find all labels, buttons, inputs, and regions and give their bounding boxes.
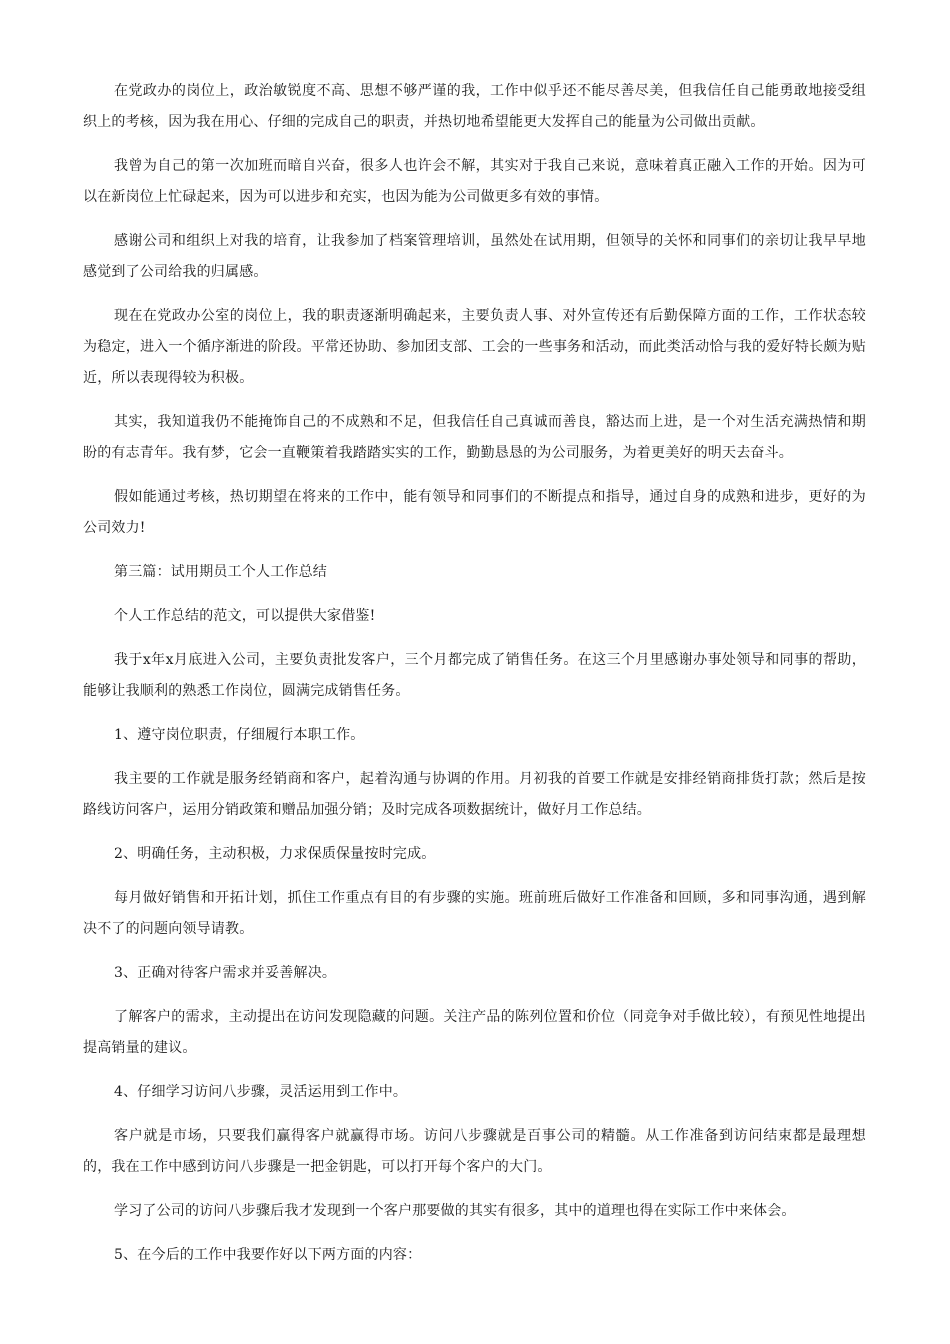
- intro-paragraph: 个人工作总结的范文，可以提供大家借鉴!: [114, 608, 376, 624]
- paragraph: 现在在党政办公室的岗位上，我的职责逐渐明确起来，主要负责人事、对外宣传还有后勤保障方面的工作，工作状态较为稳定，进入一个循序渐进的阶段。平常还协助、参加团支部、工会的一些事务和活动，而此类活动恰与我的爱好特长颇为贴近，所以表现得较为积极。: [83, 308, 866, 386]
- overview-paragraph: 我于x年x月底进入公司，主要负责批发客户，三个月都完成了销售任务。在这三个月里感谢办事处领导和同事的帮助，能够让我顺利的熟悉工作岗位，圆满完成销售任务。: [83, 652, 866, 699]
- list-item-title-4: 4、仔细学习访问八步骤，灵活运用到工作中。: [114, 1084, 408, 1100]
- list-item-title-5: 5、在今后的工作中我要作好以下两方面的内容：: [114, 1247, 422, 1263]
- paragraph: 我曾为自己的第一次加班而暗自兴奋，很多人也许会不解，其实对于我自己来说，意味着真正融入工作的开始。因为可以在新岗位上忙碌起来，因为可以进步和充实，也因为能为公司做更多有效的事情。: [83, 158, 866, 205]
- list-item-title-1: 1、遵守岗位职责，仔细履行本职工作。: [114, 727, 365, 743]
- list-item-title-3: 3、正确对待客户需求并妥善解决。: [114, 965, 337, 981]
- paragraph: 其实，我知道我仍不能掩饰自己的不成熟和不足，但我信任自己真诚而善良，豁达而上进，是一个对生活充满热情和期盼的有志青年。我有梦，它会一直鞭策着我踏踏实实的工作，勤勤恳恳的为公司服务，为着更美好的明天去奋斗。: [83, 414, 866, 461]
- section-title: 第三篇：试用期员工个人工作总结: [114, 564, 327, 580]
- list-item-body-4a: 客户就是市场，只要我们赢得客户就赢得市场。访问八步骤就是百事公司的精髓。从工作准备到访问结束都是最理想的，我在工作中感到访问八步骤是一把金钥匙，可以打开每个客户的大门。: [83, 1128, 866, 1175]
- list-item-body-3: 了解客户的需求，主动提出在访问发现隐藏的问题。关注产品的陈列位置和价位（同竞争对手做比较），有预见性地提出提高销量的建议。: [83, 1009, 866, 1056]
- list-item-body-4b: 学习了公司的访问八步骤后我才发现到一个客户那要做的其实有很多，其中的道理也得在实际工作中来体会。: [114, 1203, 796, 1219]
- paragraph: 感谢公司和组织上对我的培育，让我参加了档案管理培训，虽然处在试用期，但领导的关怀和同事们的亲切让我早早地感觉到了公司给我的归属感。: [83, 233, 866, 280]
- list-item-title-2: 2、明确任务，主动积极，力求保质保量按时完成。: [114, 846, 436, 862]
- paragraph: 在党政办的岗位上，政治敏锐度不高、思想不够严谨的我，工作中似乎还不能尽善尽美，但我信任自己能勇敢地接受组织上的考核，因为我在用心、仔细的完成自己的职责，并热切地希望能更大发挥自己的能量为公司做出贡献。: [83, 83, 866, 130]
- paragraph: 假如能通过考核，热切期望在将来的工作中，能有领导和同事们的不断提点和指导，通过自身的成熟和进步，更好的为公司效力!: [83, 489, 866, 536]
- document-body: [83, 76, 866, 1284]
- list-item-body-2: 每月做好销售和开拓计划，抓住工作重点有目的有步骤的实施。班前班后做好工作准备和回顾，多和同事沟通，遇到解决不了的问题向领导请教。: [83, 890, 866, 937]
- list-item-body-1: 我主要的工作就是服务经销商和客户，起着沟通与协调的作用。月初我的首要工作就是安排经销商排货打款；然后是按路线访问客户，运用分销政策和赠品加强分销；及时完成各项数据统计，做好月工作总结。: [83, 771, 866, 818]
